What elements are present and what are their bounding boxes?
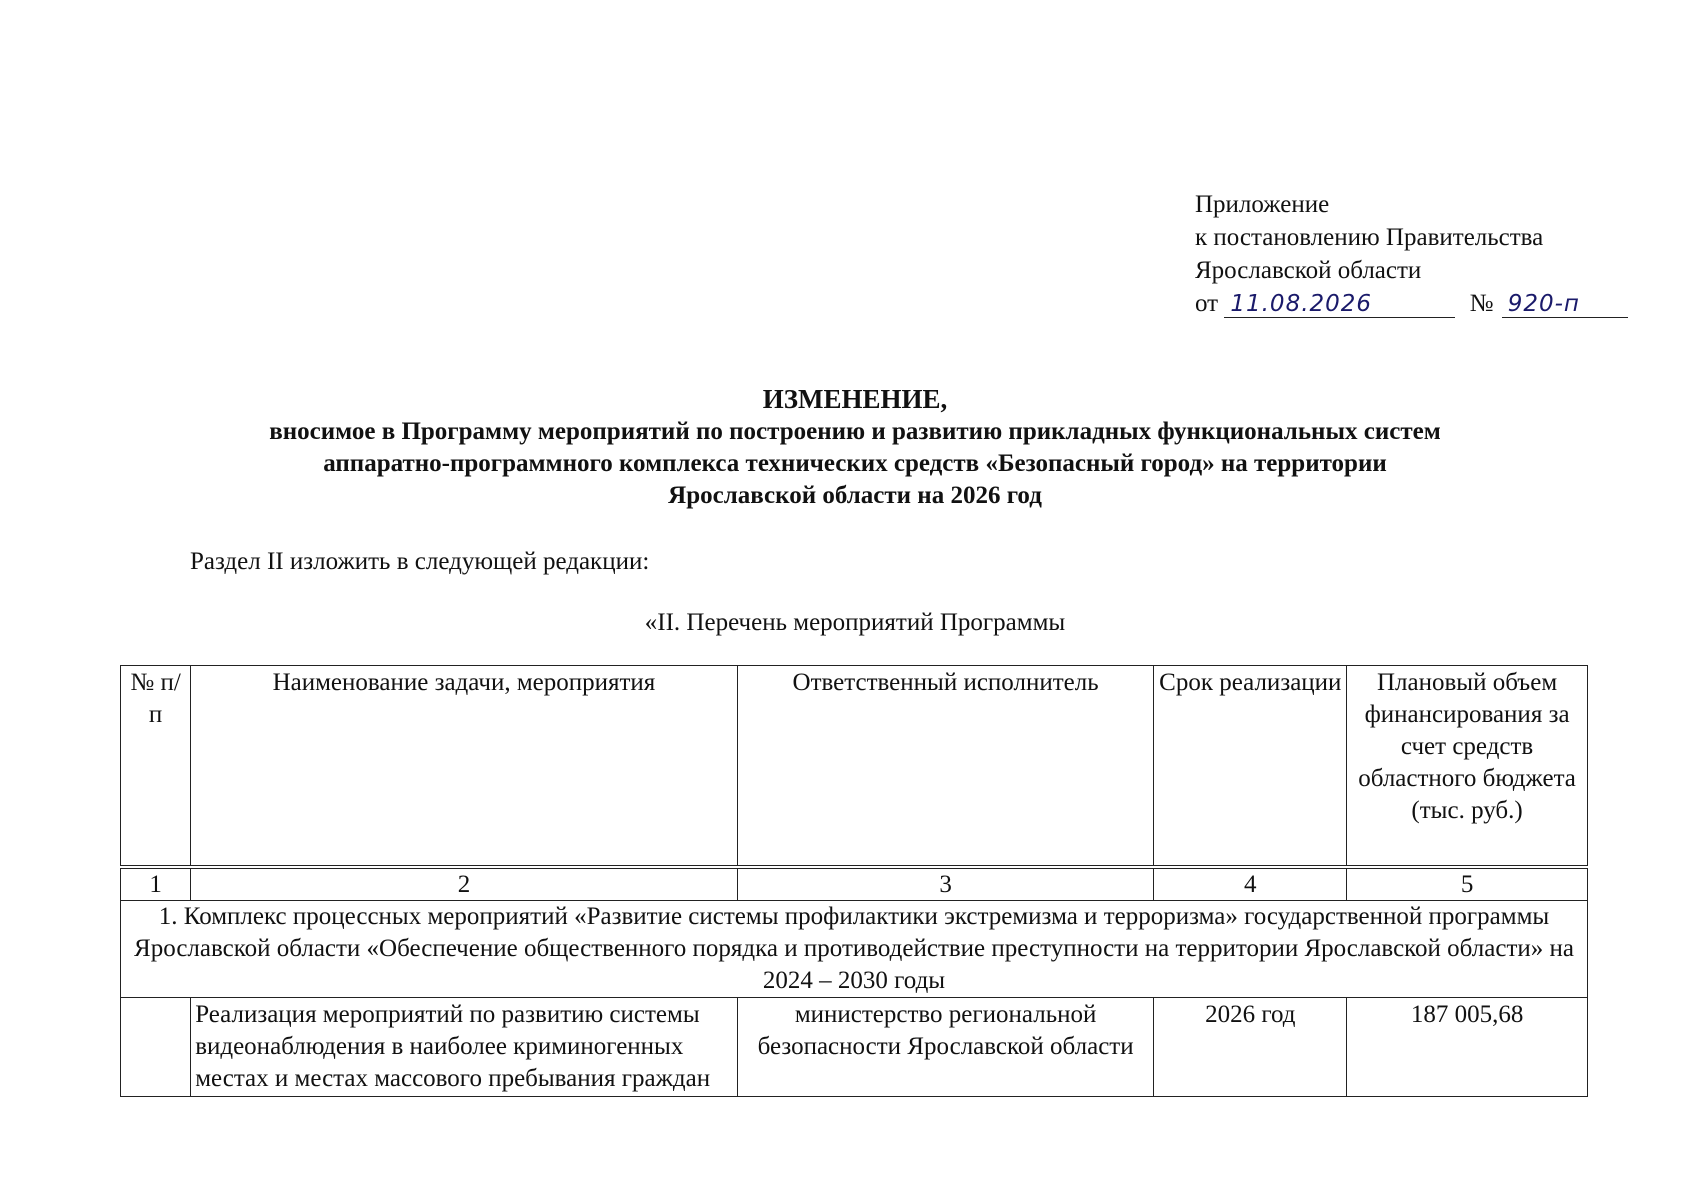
group-title: 1. Комплекс процессных мероприятий «Развитие системы профилактики экстремизма и терроризма» государственной программы Ярославской области «Обеспечение общественного порядка и противодействие преступности на территории Ярославской области» на 2024 – 2030 годы (121, 901, 1588, 998)
group-row (121, 901, 1588, 998)
handwritten-date: 11.08.2026 (1224, 291, 1455, 318)
row-executor: министерство региональной безопасности Ярославской области (737, 998, 1154, 1097)
column-numbers-row (121, 867, 1588, 901)
title-main: ИЗМЕНЕНИЕ, (762, 384, 948, 414)
annex-decree-ref: к постановлению Правительства (1195, 224, 1544, 251)
header-amount: Плановый объем финансирования за счет средств областного бюджета (тыс. руб.) (1347, 666, 1588, 868)
column-number: 5 (1347, 867, 1588, 901)
title-line-2: аппаратно-программного комплекса технических средств «Безопасный город» на территории (323, 450, 1387, 477)
annex-label: Приложение (1195, 191, 1330, 218)
column-number: 4 (1154, 867, 1347, 901)
header-num: № п/п (121, 666, 191, 868)
annex-region: Ярославской области (1195, 257, 1422, 284)
annex-date-number-line (1195, 287, 1628, 320)
header-name: Наименование задачи, мероприятия (191, 666, 738, 868)
table-header-row (121, 666, 1588, 868)
column-number: 2 (191, 867, 738, 901)
header-term: Срок реализации (1154, 666, 1347, 868)
instruction-text: Раздел II изложить в следующей редакции: (190, 548, 650, 575)
document-title (150, 382, 1560, 512)
table-row (121, 998, 1588, 1097)
header-executor: Ответственный исполнитель (737, 666, 1154, 868)
title-line-1: вносимое в Программу мероприятий по построению и развитию прикладных функциональных систем (269, 418, 1441, 445)
program-table (120, 665, 1588, 1097)
number-sign: № (1469, 290, 1494, 317)
row-num (121, 998, 191, 1097)
row-term: 2026 год (1154, 998, 1347, 1097)
handwritten-number: 920-п (1502, 291, 1628, 318)
column-number: 1 (121, 867, 191, 901)
section-title: «II. Перечень мероприятий Программы (644, 609, 1066, 636)
date-prefix: от (1195, 290, 1219, 317)
title-line-3: Ярославской области на 2026 год (668, 482, 1042, 509)
annex-block (1195, 188, 1628, 320)
row-amount: 187 005,68 (1347, 998, 1588, 1097)
row-name: Реализация мероприятий по развитию системы видеонаблюдения в наиболее криминогенных местах и местах массового пребывания граждан (191, 998, 738, 1097)
column-number: 3 (737, 867, 1154, 901)
